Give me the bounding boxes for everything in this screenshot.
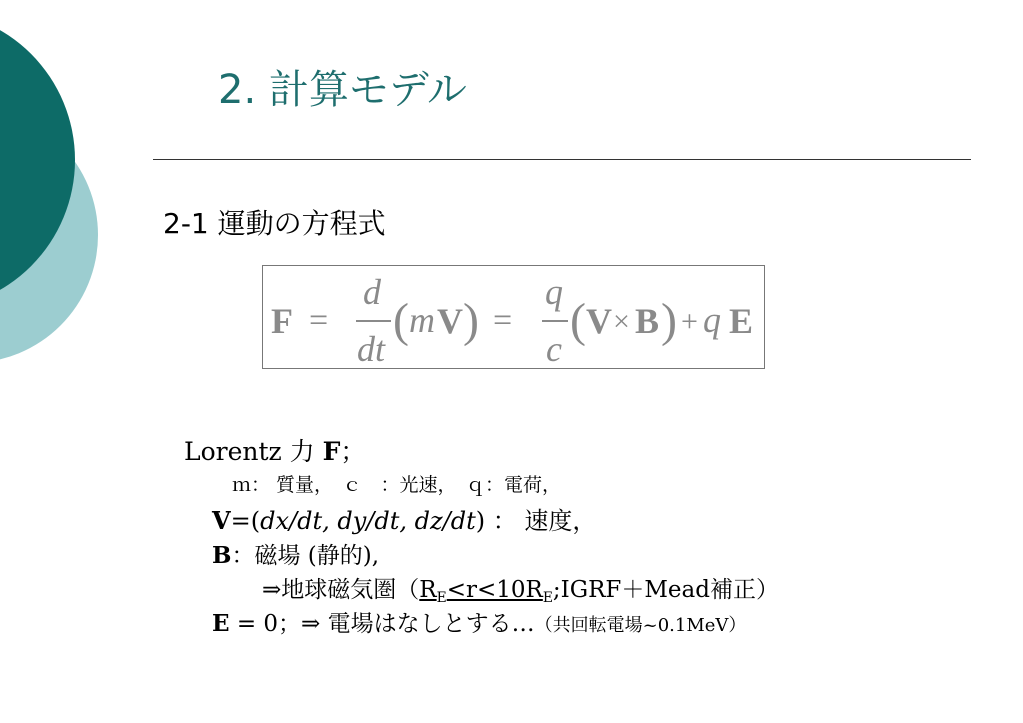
section-subtitle: 2-1 運動の方程式 (163, 207, 386, 240)
eq-lparen-1: ( (393, 294, 409, 347)
eq-equals-1: = (309, 302, 329, 339)
eq-V: V (437, 301, 463, 341)
range-expression (419, 577, 553, 606)
eq-q: q (545, 272, 563, 312)
electric-symbol: E (212, 610, 230, 637)
eq-d: d (363, 272, 381, 312)
eq-c: c (546, 329, 562, 368)
eq-B: B (635, 301, 660, 341)
re-start-sub: E (436, 589, 447, 606)
eq-V2: V (586, 301, 612, 341)
equation-box (262, 265, 765, 369)
velocity-open: =( (230, 507, 261, 535)
eq-plus: + (681, 305, 698, 338)
eq-equals-2: = (493, 302, 513, 339)
force-symbol: F (322, 437, 341, 466)
corotation-note: （共回転電場~0.1MeV） (534, 615, 747, 636)
lorentz-label: Lorentz 力 (184, 437, 315, 466)
magnetic-field-line (212, 537, 379, 570)
lorentz-line (184, 432, 365, 468)
eq-E: E (729, 301, 754, 341)
range-middle: <r<10R (446, 577, 543, 603)
eq-rparen-1: ) (463, 294, 479, 347)
velocity-components: dx/dt, dy/dt, dz/dt (260, 507, 476, 535)
slide-title: 2. 計算モデル (218, 67, 467, 113)
velocity-close: ) (475, 507, 486, 535)
velocity-symbol: V (212, 506, 231, 535)
title-divider (153, 159, 971, 160)
eq-q2: q (703, 300, 721, 340)
magnetic-description: ：磁場 (静的), (231, 543, 380, 569)
geo-arrow-text: ⇒地球磁気圏（ (262, 577, 420, 603)
semicolon: ； (340, 437, 366, 466)
decorative-circles (0, 0, 120, 420)
re-end-sub: E (542, 589, 553, 606)
eq-times: × (613, 305, 630, 338)
eq-m: m (409, 300, 435, 340)
igrf-text: ;IGRF＋Mead補正） (552, 577, 779, 603)
symbol-definitions: ｍ： 質量， ｃ ：光速， ｑ：電荷， (232, 474, 562, 496)
velocity-description: ： 速度， (492, 507, 597, 535)
eq-dt: dt (357, 329, 386, 368)
magnetosphere-line (262, 571, 779, 606)
eq-F: F (271, 301, 293, 341)
magnetic-symbol: B (212, 542, 232, 569)
re-start: R (419, 577, 437, 603)
eq-lparen-2: ( (570, 294, 586, 347)
eq-rparen-2: ) (661, 294, 677, 347)
electric-field-line (212, 605, 746, 638)
velocity-line (212, 501, 596, 536)
electric-description: = 0；⇒ 電場はなしとする… (229, 611, 535, 637)
